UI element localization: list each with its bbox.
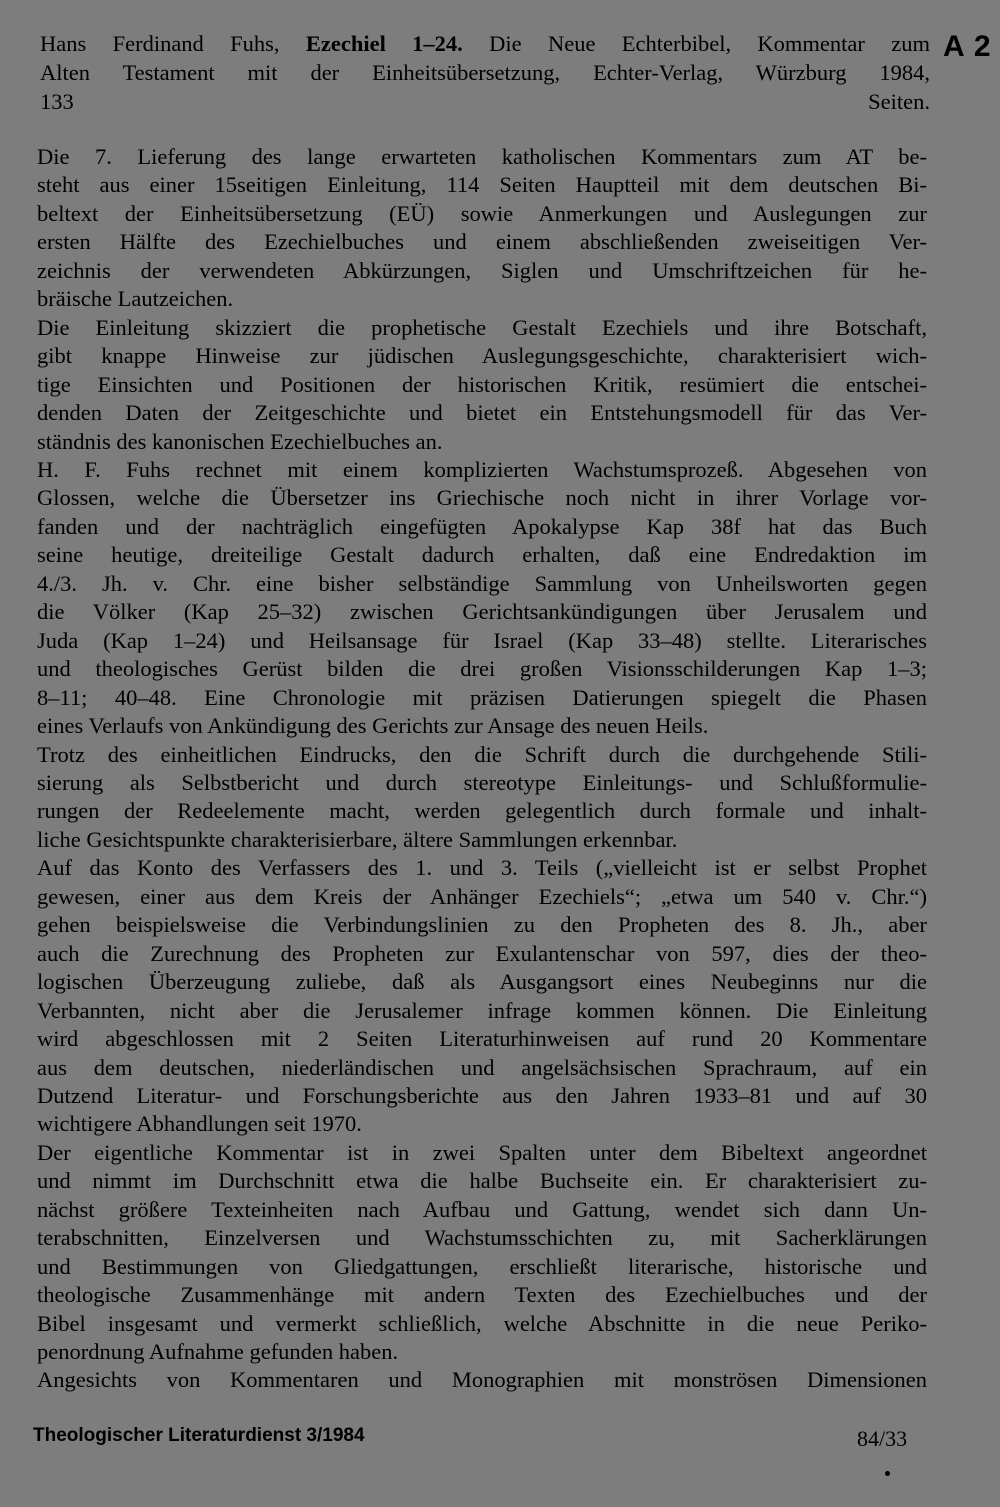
text-line: aus dem deutschen, niederländischen und angelsächsischen Sprachraum, auf ein	[37, 1054, 927, 1080]
text-line: tige Einsichten und Positionen der historischen Kritik, resümiert die entschei-	[37, 371, 927, 397]
text-line: Dutzend Literatur- und Forschungsberichte aus den Jahren 1933–81 und auf 30	[37, 1082, 927, 1108]
header-title: Ezechiel 1–24.	[305, 31, 463, 56]
header-line-1	[40, 29, 930, 58]
paragraph	[37, 1366, 927, 1394]
header-line-1-rest: Die Neue Echterbibel, Kommentar zum	[462, 31, 930, 56]
text-line: Angesichts von Kommentaren und Monographien mit monströsen Dimensionen	[37, 1367, 927, 1393]
text-line: 4./3. Jh. v. Chr. eine bisher selbständige Sammlung von Unheilsworten gegen	[37, 570, 927, 596]
text-line: logischen Überzeugung zuliebe, daß als Ausgangsort eines Neubeginns nur die	[37, 969, 927, 995]
text-line: Juda (Kap 1–24) und Heilsansage für Israel (Kap 33–48) stellte. Literarisches	[37, 627, 927, 653]
paragraph	[37, 741, 927, 855]
text-line: die Völker (Kap 25–32) zwischen Gerichtsankündigungen über Jerusalem und	[37, 599, 927, 625]
text-line: wichtigere Abhandlungen seit 1970.	[37, 1111, 362, 1137]
text-line: ständnis des kanonischen Ezechielbuches an.	[37, 428, 443, 454]
paragraph	[37, 456, 927, 741]
text-line: sierung als Selbstbericht und durch stereotype Einleitungs- und Schlußformulie-	[37, 769, 927, 795]
text-line: Die 7. Lieferung des lange erwarteten katholischen Kommentars zum AT be-	[37, 144, 927, 169]
text-line: ersten Hälfte des Ezechielbuches und einem abschließenden zweiseitigen Ver-	[37, 229, 927, 255]
footer-journal: Theologischer Literaturdienst 3/1984	[33, 1425, 365, 1446]
header-author: Hans Ferdinand Fuhs,	[40, 31, 306, 56]
text-line: liche Gesichtspunkte charakterisierbare, ältere Sammlungen erkennbar.	[37, 826, 678, 852]
text-line: fanden und der nachträglich eingefügten Apokalypse Kap 38f hat das Buch	[37, 513, 927, 539]
text-line: Glossen, welche die Übersetzer ins Griechische noch nicht in ihrer Vorlage vor-	[37, 485, 927, 511]
text-line: 8–11; 40–48. Eine Chronologie mit präzisen Datierungen spiegelt die Phasen	[37, 684, 927, 710]
text-line: Die Einleitung skizziert die prophetische Gestalt Ezechiels und ihre Botschaft,	[37, 314, 927, 340]
text-line: Auf das Konto des Verfassers des 1. und 3. Teils („vielleicht ist er selbst Prophet	[37, 855, 927, 881]
text-line: terabschnitten, Einzelversen und Wachstumsschichten zu, mit Sacherklärungen	[37, 1225, 927, 1251]
text-line: und Bestimmungen von Gliedgattungen, erschließt literarische, historische und	[37, 1253, 927, 1279]
text-line: gewesen, einer aus dem Kreis der Anhänger Ezechiels“; „etwa um 540 v. Chr.“)	[37, 883, 927, 909]
text-line: eines Verlaufs von Ankündigung des Gerichts zur Ansage des neuen Heils.	[37, 713, 709, 739]
text-line: seine heutige, dreiteilige Gestalt dadurch erhalten, daß eine Endredaktion im	[37, 542, 927, 568]
text-line: penordnung Aufnahme gefunden haben.	[37, 1339, 399, 1365]
header-line-3: 133 Seiten.	[40, 89, 930, 114]
section-mark: A 2	[943, 30, 992, 63]
text-line: theologische Zusammenhänge mit andern Texten des Ezechielbuches und der	[37, 1282, 927, 1308]
text-line: denden Daten der Zeitgeschichte und bietet ein Entstehungsmodell für das Ver-	[37, 400, 927, 426]
text-line: Verbannten, nicht aber die Jerusalemer infrage kommen können. Die Einleitung	[37, 997, 927, 1023]
text-line: zeichnis der verwendeten Abkürzungen, Siglen und Umschriftzeichen für he-	[37, 257, 927, 283]
text-line: Trotz des einheitlichen Eindrucks, den die Schrift durch die durchgehende Stili-	[37, 741, 927, 767]
text-line: und theologisches Gerüst bilden die drei großen Visionsschilderungen Kap 1–3;	[37, 656, 927, 682]
bibliographic-header	[40, 29, 930, 116]
header-line-2: Alten Testament mit der Einheitsübersetzung, Echter-Verlag, Würzburg 1984,	[40, 60, 930, 85]
paragraph	[37, 143, 927, 314]
text-line: rungen der Redeelemente macht, werden gelegentlich durch formale und inhalt-	[37, 798, 927, 824]
text-line: H. F. Fuhs rechnet mit einem komplizierten Wachstumsprozeß. Abgesehen von	[37, 456, 927, 482]
footer-page-number: 84/33	[857, 1426, 908, 1451]
stray-dot-mark	[885, 1471, 890, 1476]
text-line: beltext der Einheitsübersetzung (EÜ) sowie Anmerkungen und Auslegungen zur	[37, 200, 927, 226]
text-line: auch die Zurechnung des Propheten zur Exulantenschar von 597, dies der theo-	[37, 940, 927, 966]
paragraph	[37, 314, 927, 456]
text-line: nächst größere Texteinheiten nach Aufbau und Gattung, wendet sich dann Un-	[37, 1196, 927, 1222]
text-line: Der eigentliche Kommentar ist in zwei Spalten unter dem Bibeltext angeordnet	[37, 1139, 927, 1165]
text-line: gibt knappe Hinweise zur jüdischen Auslegungsgeschichte, charakterisiert wich-	[37, 343, 927, 369]
text-line: bräische Lautzeichen.	[37, 286, 234, 312]
review-body	[37, 143, 927, 1395]
text-line: Bibel insgesamt und vermerkt schließlich, welche Abschnitte in die neue Periko-	[37, 1310, 927, 1336]
text-line: steht aus einer 15seitigen Einleitung, 114 Seiten Hauptteil mit dem deutschen Bi-	[37, 172, 927, 198]
text-line: gehen beispielsweise die Verbindungslinien zu den Propheten des 8. Jh., aber	[37, 912, 927, 938]
text-line: und nimmt im Durchschnitt etwa die halbe Buchseite ein. Er charakterisiert zu-	[37, 1168, 927, 1194]
paragraph	[37, 1139, 927, 1367]
text-line: wird abgeschlossen mit 2 Seiten Literaturhinweisen auf rund 20 Kommentare	[37, 1026, 927, 1052]
paragraph	[37, 854, 927, 1139]
